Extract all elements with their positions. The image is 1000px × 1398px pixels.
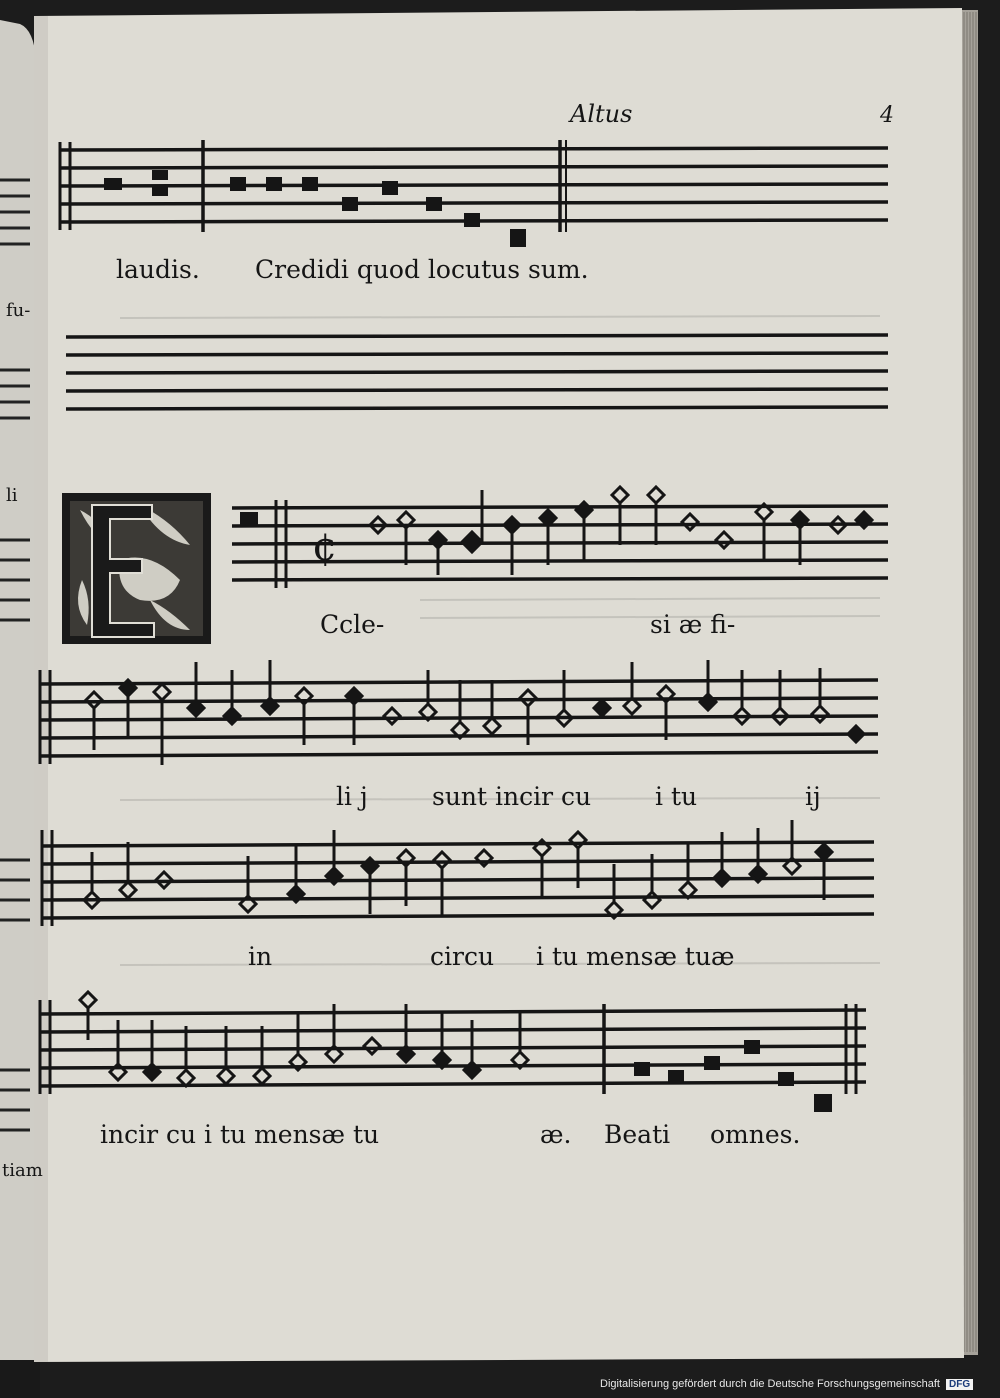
lyric-staff4-3: i tu [655, 782, 698, 811]
lyric-staff5-3: i tu mensæ tuæ [536, 942, 735, 971]
digitization-credit [600, 1378, 973, 1390]
page-number: 4 [880, 103, 894, 128]
left-page-fragment-3: tiam [2, 1160, 43, 1181]
credit-text: Digitalisierung gefördert durch die Deutsche Forschungsgemeinschaft [600, 1378, 940, 1390]
lyric-staff6-2: æ. [540, 1120, 572, 1149]
lyric-staff4-4: ij [805, 782, 821, 811]
dfg-logo: DFG [946, 1379, 973, 1390]
lyric-staff1-1: laudis. [116, 255, 200, 284]
left-page-fragment-1: fu- [6, 300, 31, 321]
lyric-staff4-2: sunt incir cu [432, 782, 592, 811]
lyric-staff5-2: circu [430, 942, 495, 971]
lyric-staff5-1: in [248, 942, 273, 971]
lyric-staff6-1: incir cu i tu mensæ tu [100, 1120, 380, 1149]
initial-letter-e [62, 493, 211, 644]
lyric-staff6-4: omnes. [710, 1120, 801, 1149]
lyric-staff3-2: si æ fi- [650, 610, 736, 639]
left-page-fragment-2: li [6, 485, 18, 506]
lyric-staff4-1: li j [336, 782, 368, 811]
lyric-staff6-3: Beati [604, 1120, 671, 1149]
mensuration-sign: ¢ [312, 524, 338, 570]
voice-label: Altus [570, 100, 633, 128]
lyric-staff1-2: Credidi quod locutus sum. [255, 255, 589, 284]
lyric-staff3-1: Ccle- [320, 610, 385, 639]
